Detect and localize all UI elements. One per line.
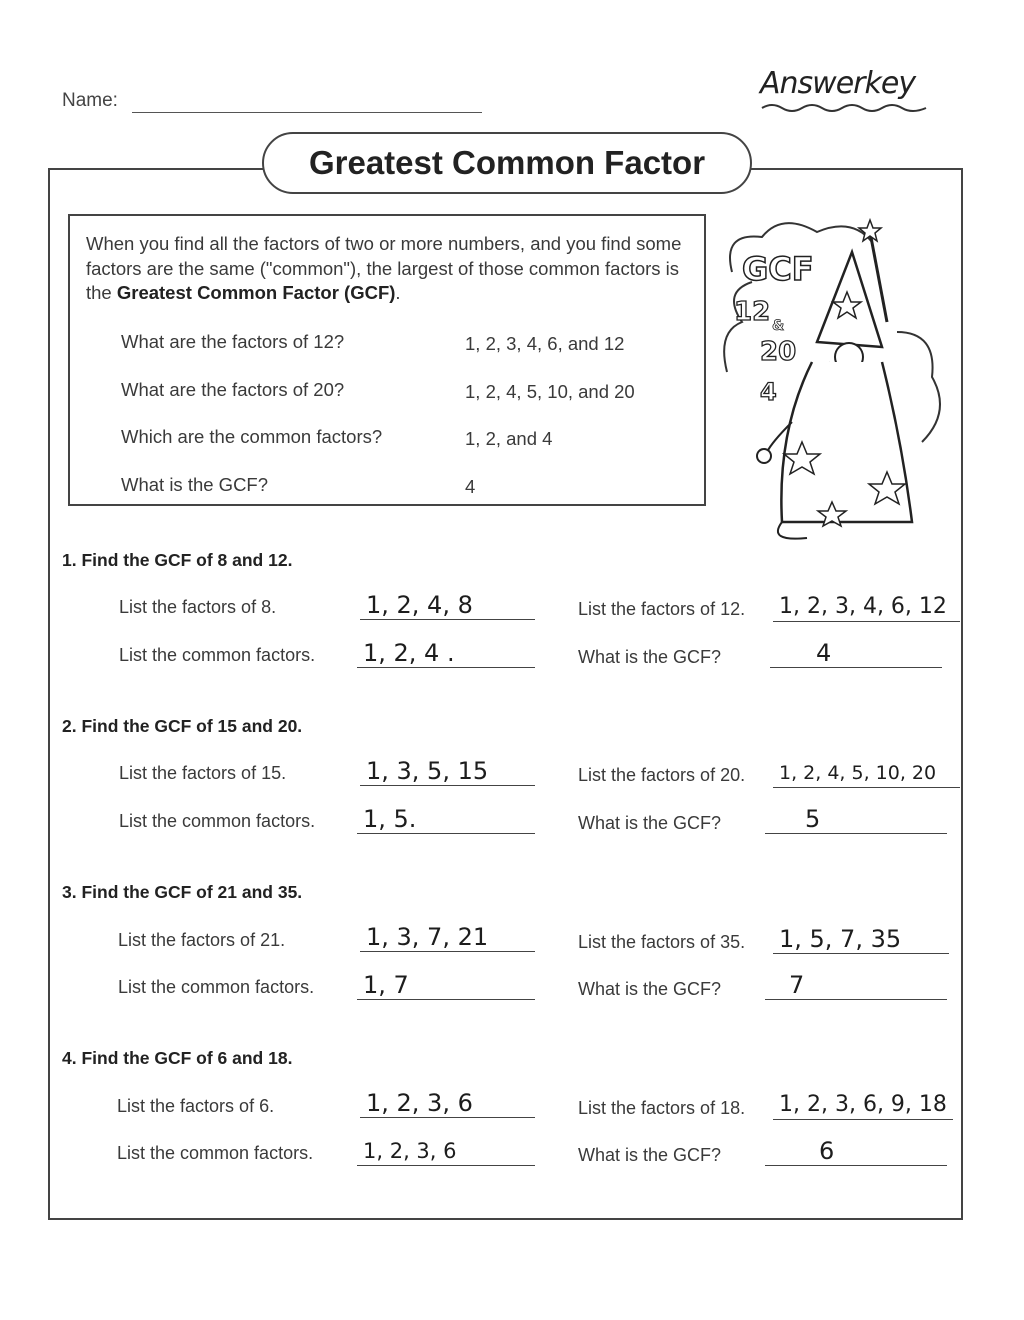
page-title: Greatest Common Factor — [262, 132, 752, 194]
common-label: List the common factors. — [119, 645, 316, 665]
problem-3-title: 3. Find the GCF of 21 and 35. — [62, 882, 303, 902]
factors-label: List the factors of 15. — [119, 763, 287, 783]
answer-field[interactable]: 4 — [770, 640, 942, 668]
answer-key-handwriting: Answerkey — [760, 66, 916, 101]
answer-field[interactable]: 1, 2, 3, 4, 6, 12 — [773, 594, 960, 622]
factors-label: List the factors of 21. — [118, 930, 286, 950]
answer-field[interactable]: 1, 3, 7, 21 — [360, 924, 535, 952]
gcf-label: What is the GCF? — [578, 813, 722, 833]
problem-4-title: 4. Find the GCF of 6 and 18. — [62, 1048, 293, 1068]
answer-field[interactable]: 1, 2, 3, 6 — [357, 1138, 535, 1166]
name-label: Name: — [62, 90, 118, 111]
example-answer: 1, 2, 3, 4, 6, and 12 — [465, 333, 625, 354]
common-label: List the common factors. — [119, 811, 316, 831]
gcf-label: What is the GCF? — [578, 979, 722, 999]
label-12: 12 — [734, 297, 771, 327]
label-gcf: GCF — [742, 250, 814, 288]
gcf-label: What is the GCF? — [578, 647, 722, 667]
example-question: Which are the common factors? — [121, 426, 383, 447]
common-label: List the common factors. — [117, 1143, 314, 1163]
gcf-label: What is the GCF? — [578, 1145, 722, 1165]
factors-label: List the factors of 12. — [578, 599, 746, 619]
common-label: List the common factors. — [118, 977, 315, 997]
factors-label: List the factors of 20. — [578, 765, 746, 785]
definition-text-start: When you find all the factors of two or more numbers, and you find some factors are the same ("common"), the largest of those common factors is the — [86, 233, 682, 303]
answer-field[interactable]: 1, 2, 4, 8 — [360, 592, 535, 620]
label-20: 20 — [760, 337, 797, 367]
example-answer: 1, 2, and 4 — [465, 428, 553, 449]
answer-field[interactable]: 5 — [765, 806, 947, 834]
definition-term: Greatest Common Factor (GCF) — [116, 282, 396, 303]
example-answer: 4 — [465, 476, 476, 497]
squiggle-underline-icon — [760, 102, 930, 114]
label-ampersand: & — [772, 318, 785, 334]
answer-field[interactable]: 1, 5. — [357, 806, 535, 834]
factors-label: List the factors of 6. — [117, 1096, 275, 1116]
factors-label: List the factors of 35. — [578, 932, 746, 952]
problem-2-title: 2. Find the GCF of 15 and 20. — [62, 716, 303, 736]
answer-field[interactable]: 1, 2, 4 . — [357, 640, 535, 668]
factors-label: List the factors of 18. — [578, 1098, 746, 1118]
label-4: 4 — [760, 378, 777, 406]
problem-1-title: 1. Find the GCF of 8 and 12. — [62, 550, 293, 570]
answer-field[interactable]: 1, 2, 4, 5, 10, 20 — [773, 760, 960, 788]
definition-text — [86, 232, 696, 306]
answer-field[interactable]: 7 — [765, 972, 947, 1000]
answer-field[interactable]: 1, 2, 3, 6, 9, 18 — [773, 1092, 953, 1120]
example-question: What are the factors of 20? — [121, 379, 345, 400]
wizard-illustration — [722, 212, 952, 552]
example-question: What is the GCF? — [121, 474, 269, 495]
example-question: What are the factors of 12? — [121, 331, 345, 352]
answer-field[interactable]: 1, 5, 7, 35 — [773, 926, 949, 954]
answer-field[interactable]: 1, 7 — [357, 972, 535, 1000]
answer-field[interactable]: 1, 3, 5, 15 — [360, 758, 535, 786]
definition-text-end: . — [395, 282, 401, 303]
answer-field[interactable]: 6 — [765, 1138, 947, 1166]
answer-field[interactable]: 1, 2, 3, 6 — [360, 1090, 535, 1118]
example-answer: 1, 2, 4, 5, 10, and 20 — [465, 381, 635, 402]
name-field[interactable] — [132, 112, 482, 113]
factors-label: List the factors of 8. — [119, 597, 277, 617]
